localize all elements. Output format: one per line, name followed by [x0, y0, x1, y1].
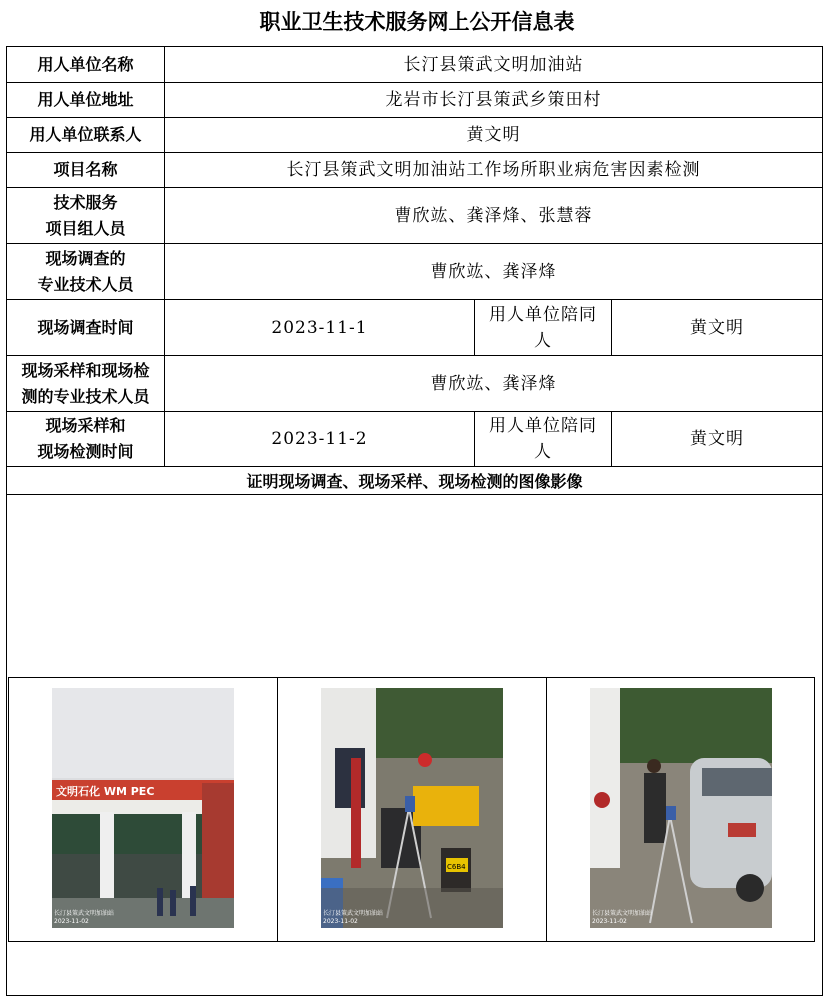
- label-sampling-staff: [7, 356, 165, 411]
- section-title: 证明现场调查、现场采样、现场检测的图像影像: [246, 472, 583, 491]
- photo-cell-3: [547, 678, 816, 941]
- label-sampling-staff-line1: 现场采样和现场检: [21, 360, 150, 380]
- value-sampling-staff: 曹欣竑、龚泽烽: [430, 373, 557, 394]
- label-team-line2: 项目组人员: [45, 218, 126, 238]
- value-project-name: 长汀县策武文明加油站工作场所职业病危害因素检测: [286, 160, 701, 180]
- photo-stamp-3: 长汀县策武文明加油站 2023-11-02: [592, 910, 653, 925]
- value-employer-contact: 黄文明: [466, 125, 521, 145]
- label-survey-staff-line1: 现场调查的: [45, 248, 126, 268]
- label-survey-staff: [7, 244, 165, 299]
- row-team: [7, 188, 822, 244]
- label-survey-time: 现场调查时间: [7, 300, 165, 355]
- photo-stamp-2: 长汀县策武文明加油站 2023-11-02: [323, 910, 384, 925]
- photo-cell-1: [9, 678, 278, 941]
- value-survey-companion: 黄文明: [690, 317, 744, 338]
- label-project-name: 项目名称: [7, 153, 165, 187]
- plate-text: C6B4: [447, 863, 466, 871]
- photo-gas-station: [52, 688, 234, 928]
- photo-sampling-motorbike-image: [321, 688, 503, 928]
- label-team-line1: 技术服务: [53, 192, 118, 212]
- photo-sampling-car: [590, 688, 772, 928]
- photo-grid: [8, 677, 815, 942]
- value-sampling-time: 2023-11-2: [165, 412, 475, 466]
- row-sampling-staff: [7, 356, 822, 412]
- value-employer-name: 长汀县策武文明加油站: [403, 54, 584, 75]
- value-employer-address: 龙岩市长汀县策武乡策田村: [385, 90, 602, 110]
- info-table: [6, 46, 823, 996]
- row-survey-staff: [7, 244, 822, 300]
- photo-cell-2: [278, 678, 547, 941]
- row-section-title: [7, 467, 822, 495]
- label-team: [7, 188, 165, 243]
- photo-gas-station-image: [52, 688, 234, 928]
- label-sampling-time-line1: 现场采样和: [45, 416, 126, 435]
- row-survey-time: [7, 300, 822, 356]
- row-employer-address: [7, 83, 822, 118]
- row-sampling-time: [7, 412, 822, 467]
- photo-stamp-1: 长汀县策武文明加油站 2023-11-02: [54, 910, 115, 925]
- label-employer-name: 用人单位名称: [7, 47, 165, 82]
- value-sampling-companion: 黄文明: [690, 429, 744, 449]
- value-team: 曹欣竑、龚泽烽、张慧蓉: [394, 205, 593, 226]
- label-sampling-time-line2: 现场检测时间: [37, 442, 134, 461]
- photo-sampling-car-image: [590, 688, 772, 928]
- canopy-sign-text: 文明石化 WM PEC: [56, 785, 155, 798]
- label-sampling-companion: 用人单位陪同人: [475, 412, 612, 466]
- page-title: 职业卫生技术服务网上公开信息表: [259, 10, 575, 34]
- label-employer-address: 用人单位地址: [7, 83, 165, 117]
- row-project-name: [7, 153, 822, 188]
- label-sampling-time: [7, 412, 165, 466]
- row-employer-name: [7, 47, 822, 83]
- row-employer-contact: [7, 118, 822, 153]
- label-employer-contact: 用人单位联系人: [7, 118, 165, 152]
- label-survey-staff-line2: 专业技术人员: [37, 274, 134, 294]
- label-survey-companion: 用人单位陪同人: [475, 300, 612, 355]
- label-sampling-staff-line2: 测的专业技术人员: [21, 386, 150, 406]
- photo-sampling-motorbike: [321, 688, 503, 928]
- value-survey-time: 2023-11-1: [165, 300, 475, 355]
- value-survey-staff: 曹欣竑、龚泽烽: [430, 261, 557, 282]
